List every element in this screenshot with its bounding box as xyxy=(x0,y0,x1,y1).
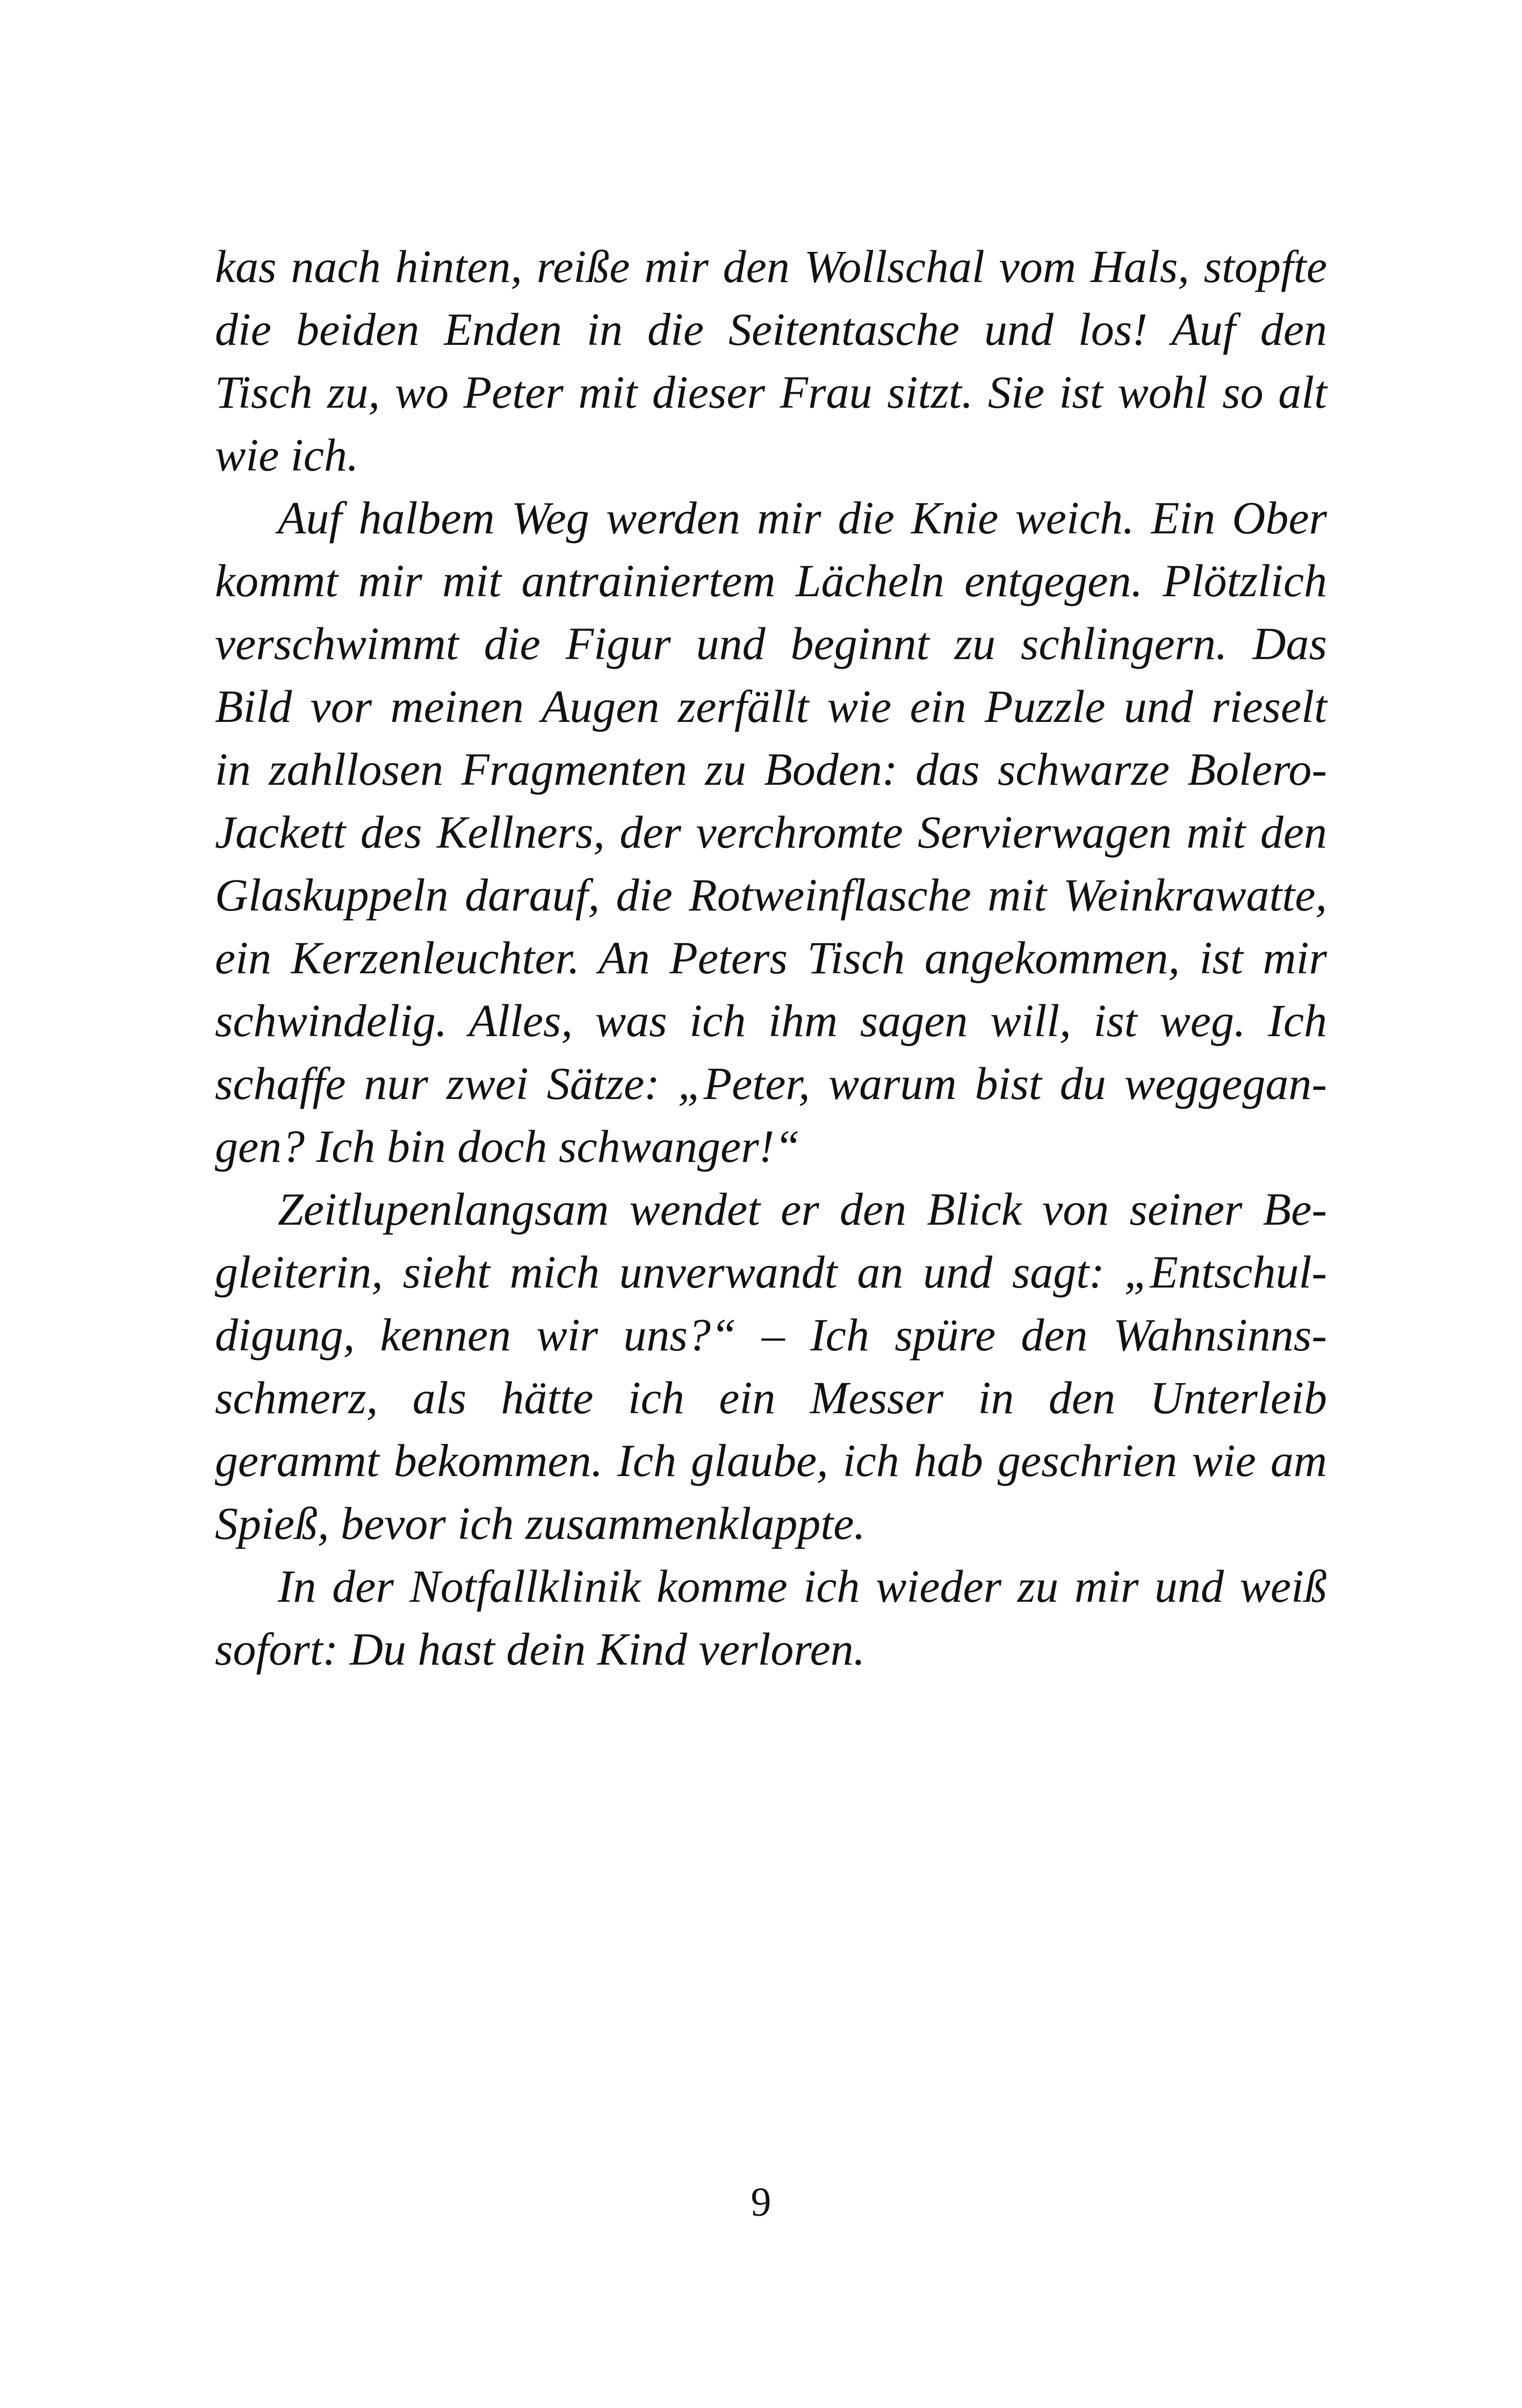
text-line: Auf halbem Weg werden mir die Knie weich. Ein Ober xyxy=(278,492,1327,544)
paragraph xyxy=(215,1555,1327,1681)
text-line: digung, kennen wir uns?“ – Ich spüre den Wahnsinns- xyxy=(215,1309,1327,1361)
text-line: Spieß, bevor ich zusammenklappte. xyxy=(215,1498,865,1549)
text-line: kas nach hinten, reiße mir den Wollschal vom Hals, stopfte xyxy=(215,241,1327,292)
text-line: gleiterin, sieht mich unverwandt an und sagt: „Entschul- xyxy=(215,1246,1327,1298)
text-line: schwindelig. Alles, was ich ihm sagen will, ist weg. Ich xyxy=(215,995,1327,1046)
text-line: gen? Ich bin doch schwanger!“ xyxy=(215,1120,800,1172)
text-line: kommt mir mit antrainiertem Lächeln entgegen. Plötzlich xyxy=(215,555,1327,606)
text-line: in zahllosen Fragmenten zu Boden: das schwarze Bolero- xyxy=(215,743,1327,795)
text-line: Jackett des Kellners, der verchromte Servierwagen mit den xyxy=(215,806,1327,858)
text-line: verschwimmt die Figur und beginnt zu schlingern. Das xyxy=(215,618,1327,669)
text-line: gerammt bekommen. Ich glaube, ich hab geschrien wie am xyxy=(215,1435,1327,1486)
paragraph xyxy=(215,235,1327,487)
text-line: Tisch zu, wo Peter mit dieser Frau sitzt. Sie ist wohl so alt xyxy=(215,366,1327,418)
text-line: ein Kerzenleuchter. An Peters Tisch angekommen, ist mir xyxy=(215,932,1327,984)
text-line: sofort: Du hast dein Kind verloren. xyxy=(215,1623,865,1675)
text-line: Glaskuppeln darauf, die Rotweinflasche mit Weinkrawatte, xyxy=(215,869,1327,921)
page-body xyxy=(215,235,1327,1681)
page-number: 9 xyxy=(751,2180,771,2225)
text-line: wie ich. xyxy=(215,429,359,481)
text-line: schaffe nur zwei Sätze: „Peter, warum bist du weggegan- xyxy=(215,1058,1327,1109)
paragraph xyxy=(215,487,1327,1178)
text-line: die beiden Enden in die Seitentasche und los! Auf den xyxy=(215,303,1327,355)
text-line: Bild vor meinen Augen zerfällt wie ein Puzzle und rieselt xyxy=(215,681,1327,732)
text-line: Zeitlupenlangsam wendet er den Blick von seiner Be- xyxy=(278,1183,1327,1235)
text-line: In der Notfallklinik komme ich wieder zu mir und weiß xyxy=(278,1560,1327,1612)
paragraph xyxy=(215,1178,1327,1555)
text-line: schmerz, als hätte ich ein Messer in den Unterleib xyxy=(215,1372,1327,1423)
